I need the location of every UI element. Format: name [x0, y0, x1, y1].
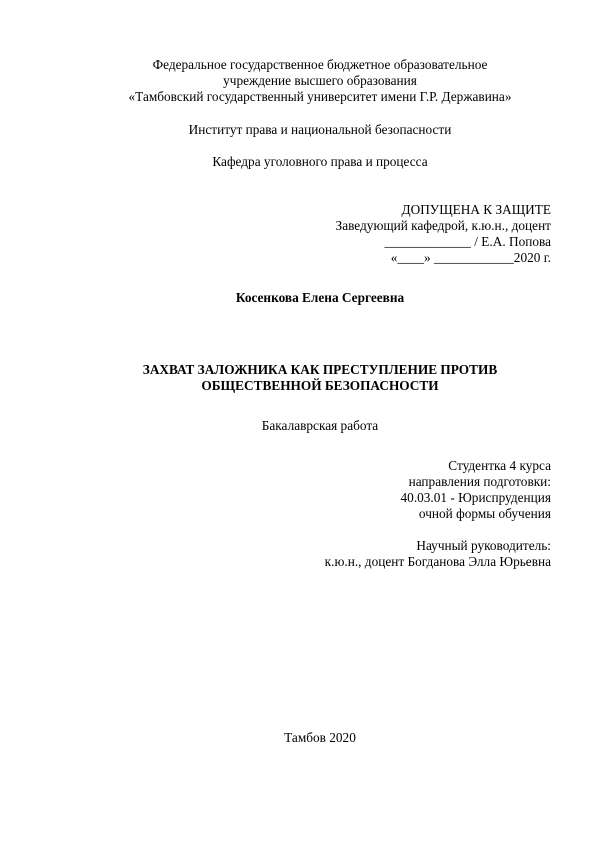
- supervisor-block: [251, 538, 551, 570]
- student-line-2: направления подготовки:: [408, 474, 551, 489]
- supervisor-label: Научный руководитель:: [416, 538, 551, 553]
- work-type: Бакалаврская работа: [261, 418, 379, 433]
- approval-title: ДОПУЩЕНА К ЗАЩИТЕ: [401, 202, 551, 217]
- thesis-title-line-2: ОБЩЕСТВЕННОЙ БЕЗОПАСНОСТИ: [201, 378, 439, 393]
- city-year: Тамбов 2020: [284, 730, 356, 745]
- student-line-4: очной формы обучения: [418, 506, 551, 521]
- approval-signature: _____________ / Е.А. Попова: [384, 234, 551, 249]
- student-block: [251, 458, 551, 522]
- student-line-1: Студентка 4 курса: [448, 458, 551, 473]
- institute-name: Институт права и национальной безопасности: [188, 122, 452, 137]
- supervisor-name: к.ю.н., доцент Богданова Элла Юрьевна: [324, 554, 551, 569]
- approval-position: Заведующий кафедрой, к.ю.н., доцент: [335, 218, 551, 233]
- approval-block: [251, 202, 551, 266]
- thesis-title-line-1: ЗАХВАТ ЗАЛОЖНИКА КАК ПРЕСТУПЛЕНИЕ ПРОТИВ: [142, 362, 498, 377]
- student-line-3: 40.03.01 - Юриспруденция: [400, 490, 551, 505]
- author-name: Косенкова Елена Сергеевна: [235, 290, 405, 305]
- department-name: Кафедра уголовного права и процесса: [212, 154, 428, 169]
- header-line-2: учреждение высшего образования: [223, 73, 417, 88]
- header-line-3: «Тамбовский государственный университет имени Г.Р. Державина»: [128, 89, 512, 104]
- header-line-1: Федеральное государственное бюджетное образовательное: [152, 57, 488, 72]
- approval-date: «____» ____________2020 г.: [390, 250, 551, 265]
- university-header: [60, 57, 580, 105]
- thesis-title: [60, 362, 580, 394]
